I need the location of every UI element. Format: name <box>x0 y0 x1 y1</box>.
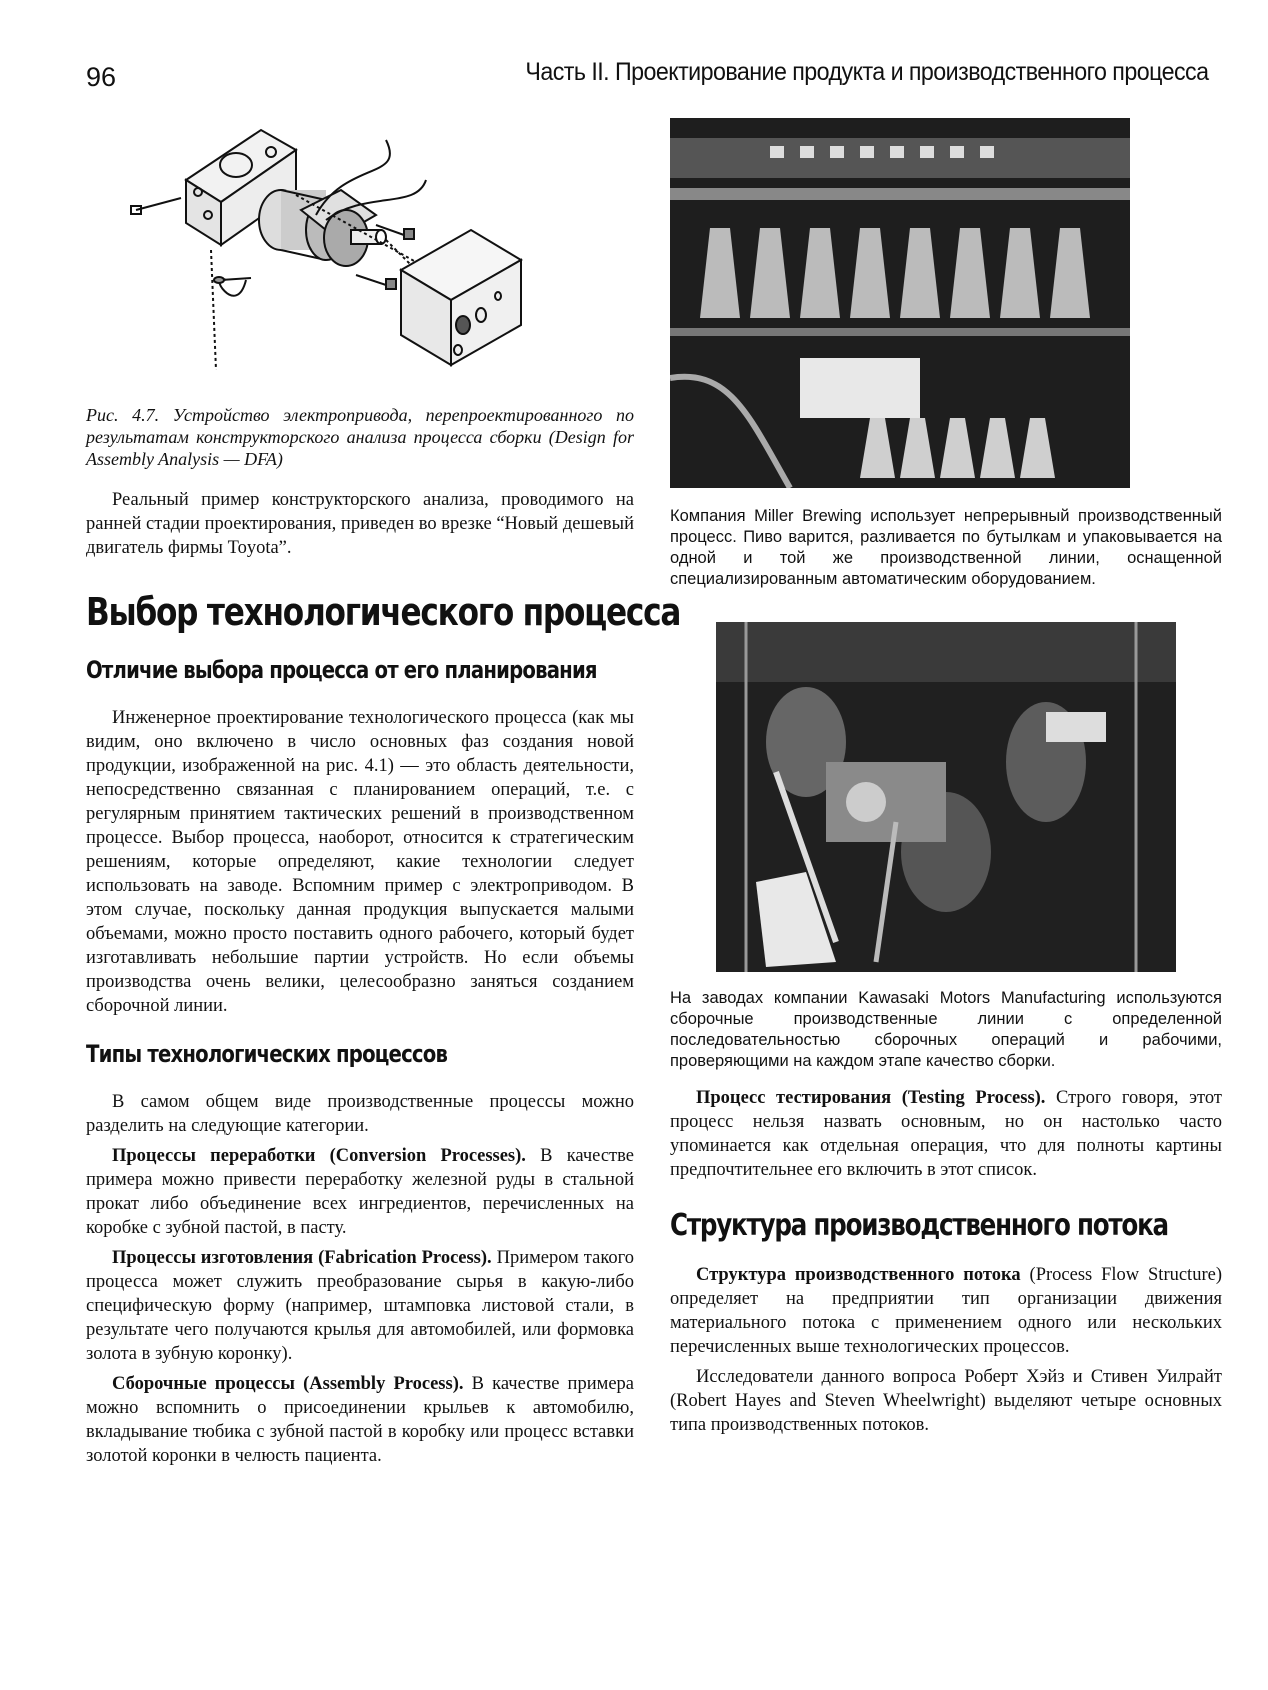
bottling-line-image <box>670 118 1130 488</box>
term-fabrication: Процессы изготовления (Fabrication Process). <box>112 1248 492 1268</box>
page-number: 96 <box>86 62 117 92</box>
text-fabrication: Примером такого процесса может служить преобразование сырья в какую-либо специфическую форму (например, штамповка листовой стали, в результате чего получаются крылья для автомобилей, или формовка золота в зубную коронку). <box>86 1248 634 1364</box>
photo-bottling-line <box>670 118 1130 488</box>
term-conversion: Процессы переработки (Conversion Processes). <box>112 1146 526 1166</box>
photo-caption-bottling: Компания Miller Brewing использует непрерывный производственный процесс. Пиво варится, разливается по бутылкам и упаковывается на одной и той же производственной линии, оснащенной специализированным автоматическим оборудованием. <box>670 507 1222 588</box>
left-column <box>86 120 681 1468</box>
photo-assembly-line <box>716 622 1176 972</box>
paragraph-researchers: Исследователи данного вопроса Роберт Хэйз и Стивен Уилрайт (Robert Hayes and Steven Wheelwright) выделяют четыре основных типа производственных потоков. <box>670 1367 1222 1435</box>
section-title-flow-structure: Структура производственного потока <box>670 1208 1168 1243</box>
right-column <box>670 118 1222 1437</box>
text-assembly: В качестве примера можно вспомнить о присоединении крыльев к автомобилю, вкладывание тюбика с зубной пастой в коробку или процесс вставки золотой коронки в челюсть пациента. <box>86 1374 634 1466</box>
photo-caption-assembly: На заводах компании Kawasaki Motors Manufacturing используются сборочные производственные линии с определенной последовательностью сборочных операций и рабочими, проверяющими на каждом этапе качество сборки. <box>670 989 1222 1070</box>
term-testing: Процесс тестирования (Testing Process). <box>696 1088 1046 1108</box>
intro-paragraph: Реальный пример конструкторского анализа, проводимого на ранней стадии проектирования, приведен во врезке “Новый дешевый двигатель фирмы Toyota”. <box>86 490 634 558</box>
assembly-line-image <box>716 622 1176 972</box>
text-testing: Строго говоря, этот процесс нельзя назвать основным, но он настолько часто упоминается как отдельная операция, что для полноты картины предпочтительнее его включить в этот список. <box>670 1088 1222 1180</box>
paragraph-flow-structure <box>670 1263 1222 1359</box>
term-assembly: Сборочные процессы (Assembly Process). <box>112 1374 464 1394</box>
text-flow-structure: (Process Flow Structure) определяет на предприятии тип организации движения материального потока с применением одного или нескольких перечисленных выше технологических процессов. <box>670 1265 1222 1357</box>
paragraph-process-types: В самом общем виде производственные процессы можно разделить на следующие категории. <box>86 1092 634 1136</box>
running-head: Часть II. Проектирование продукта и производственного процесса <box>524 58 1208 86</box>
text-conversion: В качестве примера можно привести переработку железной руды в стальной прокат либо объединение всех ингредиентов, перечисленных на коробке с зубной пастой, в пасту. <box>86 1146 634 1238</box>
figure-caption <box>86 404 634 470</box>
term-flow-structure: Структура производственного потока <box>696 1265 1021 1285</box>
subsection-title-difference: Отличие выбора процесса от его планирования <box>86 656 597 684</box>
figure-caption-text: Устройство электропривода, перепроектированного по результатам конструкторского анализа процесса сборки (Design for Assembly Analysis — DFA) <box>86 405 635 469</box>
paragraph-testing <box>670 1086 1222 1182</box>
subsection-title-process-types: Типы технологических процессов <box>86 1040 448 1068</box>
electric-drive-drawing <box>86 120 634 390</box>
paragraph-assembly <box>86 1372 634 1468</box>
paragraph-fabrication <box>86 1246 634 1366</box>
paragraph-conversion <box>86 1144 634 1240</box>
figure-electric-drive <box>86 120 634 390</box>
figure-caption-number: Рис. 4.7. <box>86 405 160 425</box>
paragraph-difference: Инженерное проектирование технологического процесса (как мы видим, оно включено в число основных фаз создания новой продукции, изображенной на рис. 4.1) — это область деятельности, непосредственно связанная с планированием операций, т.е. с регулярным принятием тактических решений в производственном процессе. Выбор процесса, наоборот, относится к стратегическим решениям, которые определяют, какие технологии следует использовать на заводе. Вспомним пример с электроприводом. В этом случае, поскольку данная продукция выпускается малыми объемами, можно просто поставить одного рабочего, который будет изготавливать небольшие партии устройств. Но если объемы производства очень велики, целесообразно заняться созданием сборочной линии. <box>86 708 634 1016</box>
section-title-process-choice: Выбор технологического процесса <box>86 590 681 634</box>
